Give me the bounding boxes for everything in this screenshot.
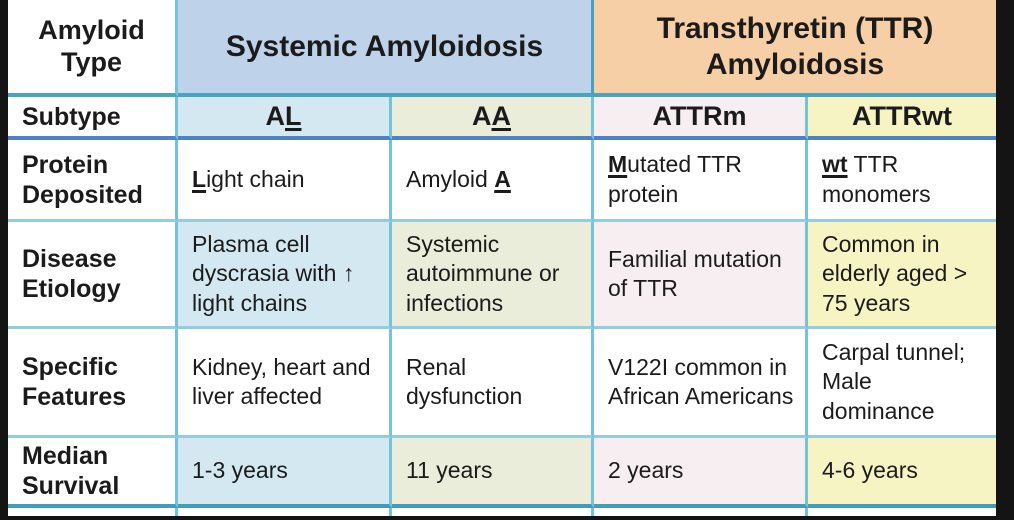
- row-label-median-survival: [8, 438, 178, 508]
- cropped-row-strip: [178, 508, 392, 516]
- cell-text: [266, 101, 302, 132]
- cell-text: Systemic autoimmune or infections: [406, 230, 560, 316]
- row-label-text: Specific Features: [22, 353, 127, 411]
- group-header-systemic-amyloidosis: [178, 0, 594, 97]
- cell-text: 2 years: [608, 457, 684, 484]
- cell-text-before: A: [472, 101, 492, 131]
- cell-text-before: Amyloid: [406, 165, 495, 192]
- underlined-letter: A: [491, 101, 511, 131]
- cell-text-before: A: [265, 101, 285, 131]
- cell-subtype-al: [178, 97, 392, 140]
- cell-text: Kidney, heart and liver affected: [192, 353, 371, 409]
- cell-text-before: ATTRwt: [852, 101, 952, 131]
- cell-survival-attrwt: [808, 438, 996, 508]
- cell-protein-attrwt: [808, 140, 996, 222]
- corner-header-amyloid-type: [8, 0, 178, 97]
- cell-features-attrwt: [808, 329, 996, 438]
- group-header-text: Transthyretin (TTR) Amyloidosis: [656, 12, 934, 81]
- row-label-text: Subtype: [22, 102, 121, 131]
- cell-survival-attrm: [594, 438, 808, 508]
- cell-features-aa: [392, 329, 594, 438]
- row-label-disease-etiology: [8, 222, 178, 329]
- cell-subtype-attrwt: [808, 97, 996, 140]
- group-header-text: Systemic Amyloidosis: [225, 29, 544, 63]
- cell-etiology-al: [178, 222, 392, 329]
- row-label-subtype: [8, 97, 178, 140]
- cropped-row-strip: [8, 508, 178, 516]
- corner-header-text: Amyloid Type: [38, 15, 145, 77]
- cell-text-after: ight chain: [206, 165, 305, 192]
- cell-text: Familial mutation of TTR: [608, 245, 782, 301]
- cell-etiology-aa: [392, 222, 594, 329]
- cell-text: [653, 101, 747, 132]
- cell-survival-aa: [392, 438, 594, 508]
- underlined-letter: M: [608, 151, 628, 178]
- cell-protein-attrm: [594, 140, 808, 222]
- underlined-letter: A: [494, 165, 511, 192]
- cell-text: Common in elderly aged > 75 years: [822, 230, 968, 316]
- cell-features-al: [178, 329, 392, 438]
- cropped-row-strip: [808, 508, 996, 516]
- cell-protein-al: [178, 140, 392, 222]
- cell-text: Carpal tunnel; Male dominance: [822, 338, 966, 424]
- row-label-specific-features: [8, 329, 178, 438]
- underlined-letter: L: [285, 101, 302, 131]
- row-label-text: Protein Deposited: [22, 150, 143, 209]
- cell-text: [472, 101, 511, 132]
- cell-etiology-attrm: [594, 222, 808, 329]
- cropped-row-strip: [594, 508, 808, 516]
- row-label-text: Disease Etiology: [22, 245, 121, 303]
- cell-text: [822, 150, 986, 209]
- cell-text-after: TTR monomers: [822, 151, 931, 207]
- cell-text-before: ATTRm: [652, 101, 747, 131]
- cell-text: Renal dysfunction: [406, 353, 523, 409]
- cell-text: [852, 101, 952, 132]
- cell-subtype-attrm: [594, 97, 808, 140]
- cell-features-attrm: [594, 329, 808, 438]
- amyloidosis-comparison-table: [8, 0, 996, 516]
- cell-subtype-aa: [392, 97, 594, 140]
- underlined-letter: wt: [822, 151, 848, 178]
- cropped-row-strip: [392, 508, 594, 516]
- group-header-ttr-amyloidosis: [594, 0, 996, 97]
- cell-text: [192, 165, 305, 194]
- row-label-protein-deposited: [8, 140, 178, 222]
- cell-text: 1-3 years: [192, 457, 288, 484]
- row-label-text: Median Survival: [22, 442, 120, 500]
- cell-etiology-attrwt: [808, 222, 996, 329]
- cell-text-after: utated TTR protein: [608, 151, 742, 207]
- cell-text: V122I common in African Americans: [608, 353, 794, 409]
- cell-text: 11 years: [406, 457, 493, 484]
- cell-text: [406, 165, 511, 194]
- underlined-letter: L: [192, 165, 207, 192]
- cell-protein-aa: [392, 140, 594, 222]
- cell-text: 4-6 years: [822, 457, 918, 484]
- cell-text: Plasma cell dyscrasia with ↑ light chains: [192, 230, 355, 316]
- cell-text: [608, 150, 795, 209]
- cell-survival-al: [178, 438, 392, 508]
